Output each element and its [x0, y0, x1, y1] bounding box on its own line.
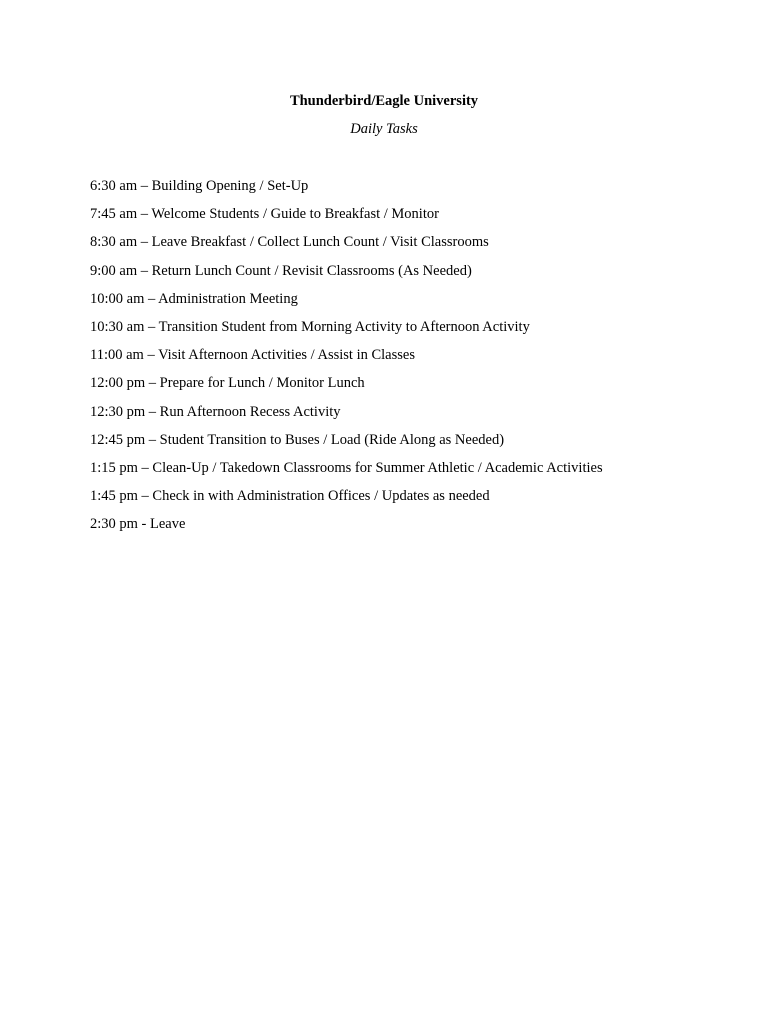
- document-subtitle: Daily Tasks: [350, 121, 418, 137]
- task-item: 10:00 am – Administration Meeting: [90, 290, 298, 307]
- task-item: 1:15 pm – Clean-Up / Takedown Classrooms for Summer Athletic / Academic Activities: [90, 459, 603, 476]
- task-item: 6:30 am – Building Opening / Set-Up: [90, 178, 309, 194]
- task-item: 7:45 am – Welcome Students / Guide to Breakfast / Monitor: [90, 206, 439, 223]
- task-item: 10:30 am – Transition Student from Morning Activity to Afternoon Activity: [90, 318, 530, 335]
- task-item: 12:30 pm – Run Afternoon Recess Activity: [90, 403, 341, 420]
- task-item: 1:45 pm – Check in with Administration Offices / Updates as needed: [90, 488, 490, 505]
- task-item: 12:45 pm – Student Transition to Buses / Load (Ride Along as Needed): [90, 431, 505, 448]
- task-item: 9:00 am – Return Lunch Count / Revisit Classrooms (As Needed): [90, 262, 472, 279]
- task-item: 8:30 am – Leave Breakfast / Collect Lunch Count / Visit Classrooms: [90, 234, 489, 251]
- task-item: 2:30 pm - Leave: [90, 516, 186, 533]
- document-title: Thunderbird/Eagle University: [289, 93, 479, 109]
- task-item: 12:00 pm – Prepare for Lunch / Monitor Lunch: [90, 375, 365, 392]
- task-list: [90, 177, 750, 543]
- task-item: 11:00 am – Visit Afternoon Activities / Assist in Classes: [90, 347, 415, 364]
